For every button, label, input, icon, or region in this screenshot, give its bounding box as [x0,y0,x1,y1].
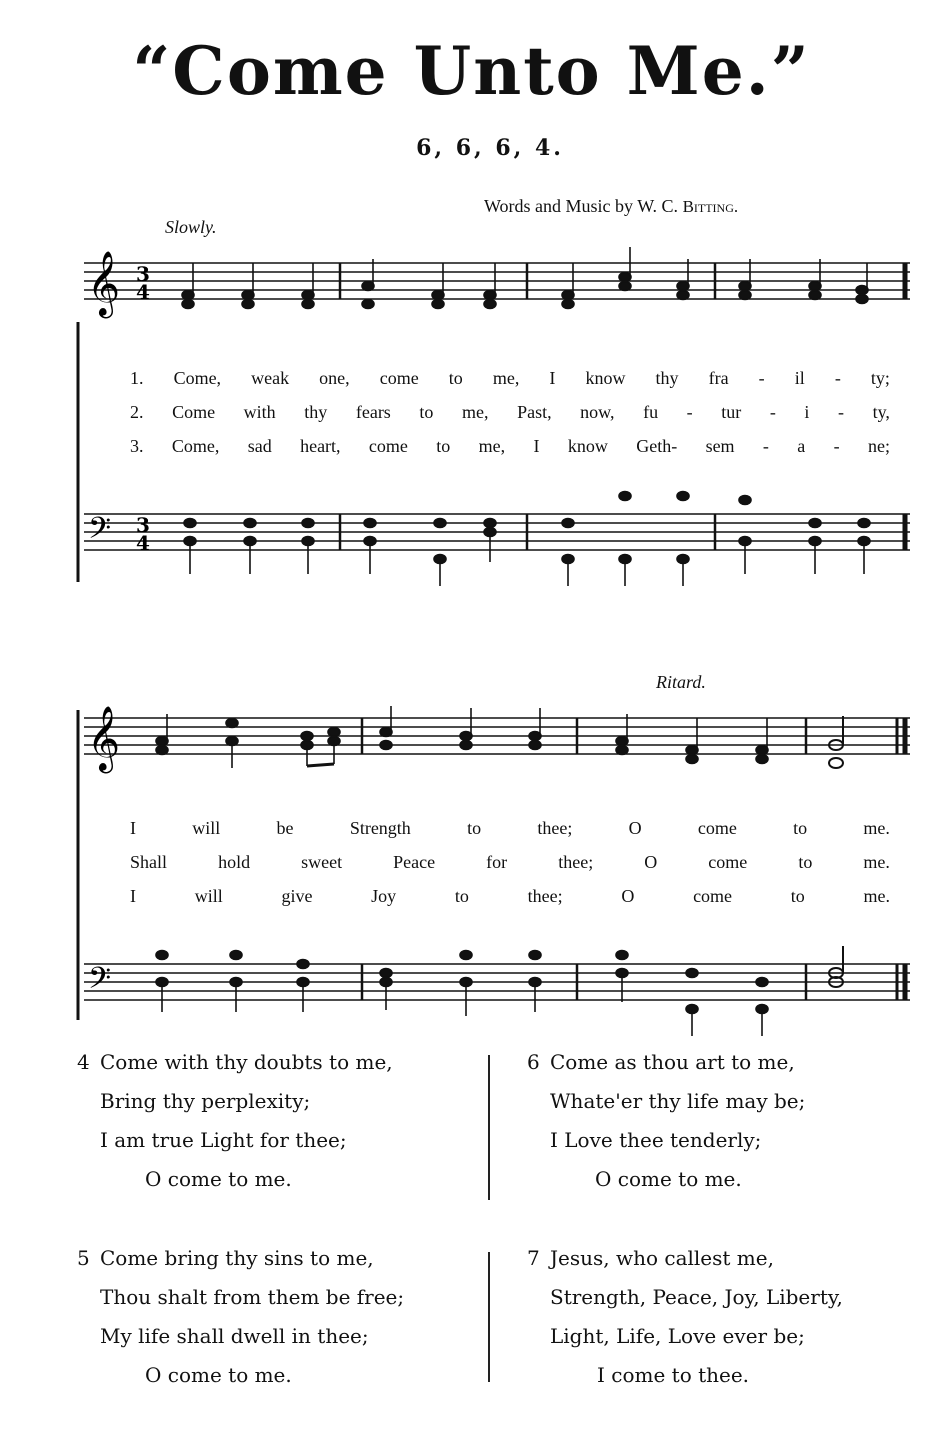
lyric-syllable: sweet [301,852,343,872]
lyric-syllable: thee; [527,886,563,906]
verse-number: 4 [77,1050,90,1074]
verse-line: I come to thee. [597,1363,750,1387]
time-signature-bottom: 4 [136,280,150,304]
treble-clef-icon: 𝄞 [87,251,121,316]
lyric-syllable: ne; [868,436,890,456]
verse-line: O come to me. [145,1167,292,1191]
verse-divider [488,1055,490,1200]
lyric-syllable: will [192,818,221,838]
lyric-syllable: Shall [130,852,168,872]
svg-text:3: 3 [136,513,150,537]
lyric-syllable: to [436,436,451,456]
lyric-syllable: heart, [300,436,341,456]
verse-number: 5 [77,1246,90,1270]
lyric-syllable: me. [863,818,890,838]
lyric-line-1-2 [130,402,890,423]
verse-line: I Love thee tenderly; [550,1128,762,1152]
lyric-syllable: know [567,436,608,456]
svg-text:𝄢: 𝄢 [88,962,112,1003]
lyric-syllable: thee; [558,852,594,872]
lyric-syllable: to [448,368,463,388]
lyric-syllable: me. [863,852,890,872]
time-signature-top: 3 [136,262,150,286]
lyric-syllable: - [838,402,844,422]
verse-number: 7 [527,1246,540,1270]
lyric-syllable: know [585,368,626,388]
lyric-syllable: 3. [130,436,144,456]
credit-prefix: Words and Music by W. C. [484,196,683,216]
lyric-syllable: Peace [393,852,436,872]
lyric-syllable: fears [355,402,391,422]
lyric-syllable: O [621,886,635,906]
verse-line: Come with thy doubts to me, [100,1050,393,1074]
lyric-syllable: Geth- [636,436,678,456]
lyric-syllable: give [281,886,313,906]
lyric-syllable: a [797,436,806,456]
lyric-syllable: fra [708,368,729,388]
lyric-syllable: 1. [130,368,144,388]
lyric-syllable: sem [705,436,735,456]
svg-text:𝄞: 𝄞 [87,706,121,771]
composer-name: Bitting. [682,197,739,216]
lyric-syllable: come [697,818,737,838]
verse-number: 6 [527,1050,540,1074]
verse-line: Bring thy perplexity; [100,1089,311,1113]
lyric-line-2-2 [130,852,890,873]
lyric-syllable: Come, [171,436,220,456]
lyric-syllable: for [486,852,508,872]
lyric-syllable: - [834,368,841,388]
svg-text:4: 4 [136,531,150,555]
lyric-syllable: to [454,886,469,906]
verse-line: My life shall dwell in thee; [100,1324,369,1348]
verse-line: Strength, Peace, Joy, Liberty, [550,1285,843,1309]
lyric-syllable: with [243,402,276,422]
lyric-syllable: me, [478,436,506,456]
lyric-syllable: Come [172,402,216,422]
lyric-syllable: fu [643,402,659,422]
lyric-syllable: I [130,886,136,906]
lyric-syllable: - [758,368,765,388]
lyric-syllable: O [644,852,658,872]
tempo-marking-end: Ritard. [656,672,706,692]
lyric-line-1-3 [130,436,890,457]
treble-staff-system-2 [0,706,943,790]
lyric-syllable: thee; [537,818,573,838]
lyric-syllable: ty, [872,402,890,422]
lyric-syllable: i [804,402,810,422]
verse-line: Whate'er thy life may be; [550,1089,806,1113]
bass-staff-system-1 [0,502,943,592]
lyric-syllable: I [549,368,556,388]
lyric-syllable: come [693,886,733,906]
treble-staff-system-1 [0,251,943,335]
bass-staff-system-2 [0,952,943,1042]
verse-line: Come bring thy sins to me, [100,1246,374,1270]
lyric-syllable: - [686,402,693,422]
verse-line: Light, Life, Love ever be; [550,1324,805,1348]
lyric-syllable: me. [863,886,890,906]
lyric-line-1-1 [130,368,890,389]
lyric-syllable: me, [492,368,520,388]
lyric-syllable: come [368,436,408,456]
lyric-syllable: weak [251,368,290,388]
bass-clef-icon: 𝄢 [88,512,112,553]
lyric-line-2-1 [130,818,890,839]
verse-line: Jesus, who callest me, [550,1246,774,1270]
lyric-syllable: Strength [349,818,411,838]
verse-line: Come as thou art to me, [550,1050,795,1074]
lyric-syllable: I [130,818,136,838]
lyric-syllable: to [793,818,808,838]
lyric-syllable: Past, [517,402,552,422]
lyric-syllable: thy [304,402,328,422]
lyric-syllable: to [467,818,482,838]
lyric-syllable: thy [655,368,679,388]
lyric-syllable: to [419,402,434,422]
lyric-syllable: - [833,436,840,456]
lyric-syllable: tur [721,402,742,422]
lyric-syllable: ty; [870,368,890,388]
lyric-syllable: sad [247,436,272,456]
lyric-syllable: O [628,818,642,838]
lyric-line-2-3 [130,886,890,907]
lyric-syllable: Come, [173,368,222,388]
lyric-syllable: il [794,368,805,388]
verse-line: Thou shalt from them be free; [100,1285,405,1309]
lyric-syllable: come [379,368,419,388]
tempo-marking-start: Slowly. [165,217,217,237]
lyric-syllable: one, [319,368,350,388]
lyric-syllable: will [194,886,223,906]
meter: 6, 6, 6, 4. [416,135,564,161]
lyric-syllable: 2. [130,402,144,422]
lyric-syllable: I [533,436,540,456]
lyric-syllable: Joy [371,886,397,906]
lyric-syllable: - [769,402,776,422]
lyric-syllable: to [790,886,805,906]
lyric-syllable: hold [218,852,251,872]
credit-line [484,196,738,217]
lyric-syllable: me, [462,402,489,422]
hymn-title: “Come Unto Me.” [132,32,811,110]
lyric-syllable: - [762,436,769,456]
verse-line: I am true Light for thee; [100,1128,347,1152]
lyric-syllable: come [708,852,748,872]
verse-line: O come to me. [145,1363,292,1387]
lyric-syllable: to [798,852,813,872]
verse-line: O come to me. [595,1167,742,1191]
verse-divider [488,1252,490,1382]
lyric-syllable: be [276,818,294,838]
lyric-syllable: now, [580,402,615,422]
